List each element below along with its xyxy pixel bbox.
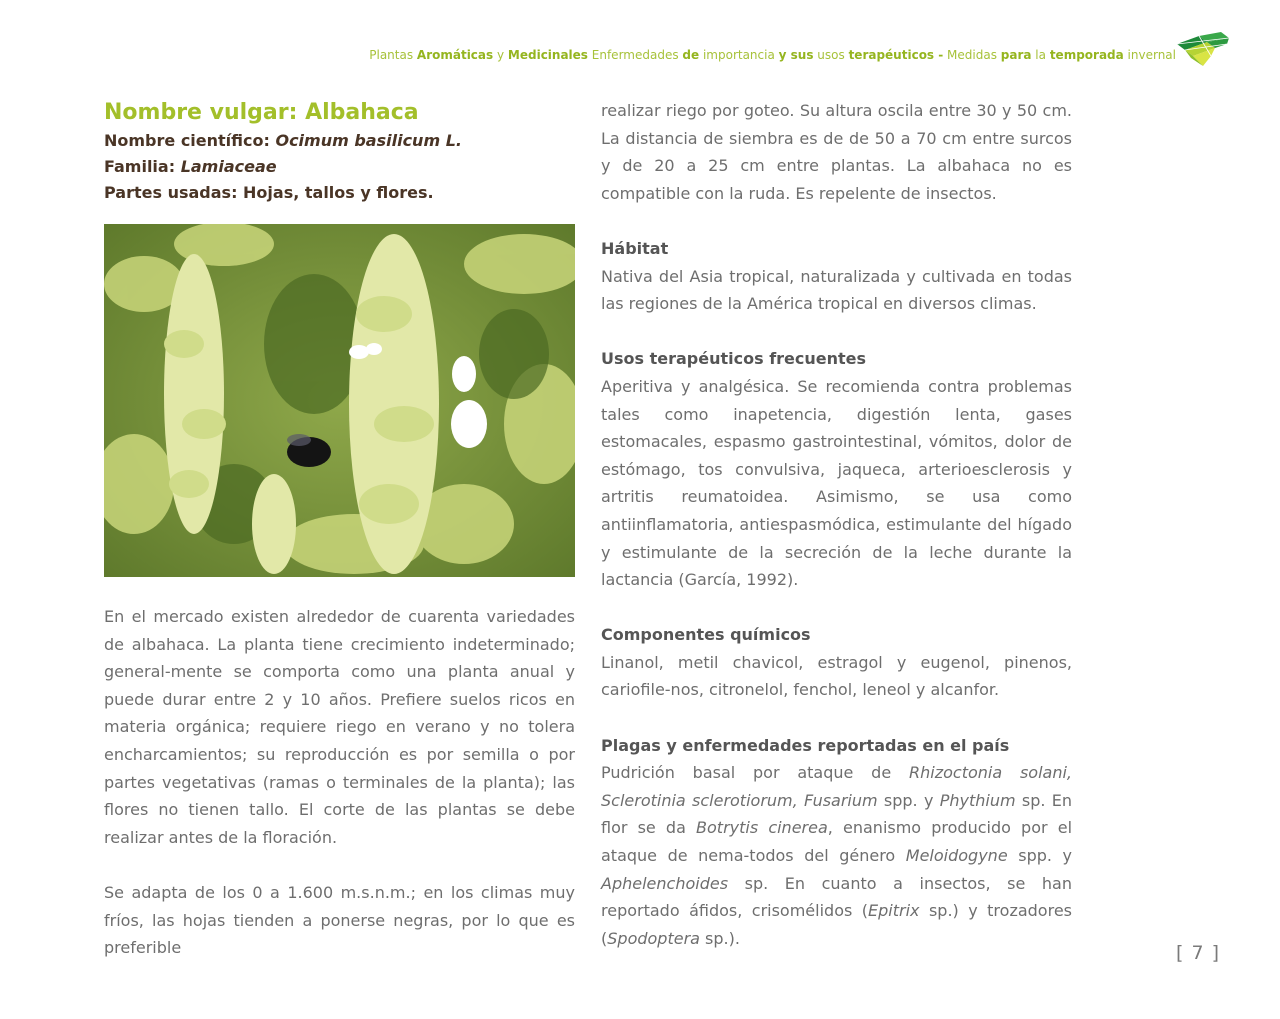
section-text-componentes: Linanol, metil chavicol, estragol y eugenol, pinenos, cariofile-nos, citronelol, fenchol, leneol y alcanfor. <box>601 652 1072 700</box>
section-text-usos: Aperitiva y analgésica. Se recomienda contra problemas tales como inapetencia, digestión lenta, gases estomacales, espasmo gastrointestinal, vómitos, dolor de estómago, tos convulsiva, jaqueca, arterioesclerosis y artritis reumatoidea. Asimismo, se usa como antiinflamatoria, antiespasmódica, estimulante del hígado y estimulante de la secreción de la leche durante la lactancia (García, 1992). <box>601 376 1072 590</box>
family-label: Familia: <box>104 157 181 176</box>
paragraph-description: En el mercado existen alrededor de cuarenta variedades de albahaca. La planta tiene crecimiento indeterminado; general-mente se comporta como una planta anual y puede durar entre 2 y 10 años. Prefiere suelos ricos en materia orgánica; requiere riego en verano y no tolera encharcamientos; su reproducción es por semilla o por partes vegetativas (ramas o terminales de la planta); las flores no tienen tallo. El corte de las plantas se debe realizar antes de la floración. <box>104 607 575 847</box>
header-segment: importancia <box>699 48 779 62</box>
parts-used: Partes usadas: Hojas, tallos y flores. <box>104 183 434 202</box>
header-segment: Medicinales <box>507 48 588 62</box>
species-name: Epitrix <box>868 901 920 921</box>
header-segment: terapéuticos - <box>848 48 944 62</box>
header-segment: Aromáticas <box>416 48 494 62</box>
text-segment: sp.). <box>699 928 740 948</box>
running-header <box>369 48 1176 62</box>
page-number: [ 7 ] <box>1176 942 1220 964</box>
section-heading-usos: Usos terapéuticos frecuentes <box>601 349 867 369</box>
text-segment: sp.) y trozadores ( <box>601 901 1072 948</box>
albahaca-plant-photo <box>104 224 575 577</box>
text-segment: spp. y <box>877 790 940 810</box>
species-name: Spodoptera <box>607 928 700 948</box>
species-name: Rhizoctonia solani, Sclerotinia sclerotiorum, Fusarium <box>601 763 1072 810</box>
scientific-name <box>104 128 575 154</box>
header-segment: para <box>1000 48 1032 62</box>
scientific-name-value: Ocimum basilicum L. <box>275 131 462 150</box>
section-heading-componentes: Componentes químicos <box>601 625 811 645</box>
family-value: Lamiaceae <box>180 157 277 176</box>
header-segment: Enfermedades <box>587 48 683 62</box>
section-heading-habitat: Hábitat <box>601 238 669 258</box>
species-name: Phythium <box>939 790 1016 810</box>
text-segment: Pudrición basal por ataque de <box>601 763 909 783</box>
header-segment: de <box>682 48 700 62</box>
section-text-habitat: Nativa del Asia tropical, naturalizada y cultivada en todas las regiones de la América tropical en diversos climas. <box>601 266 1072 314</box>
scientific-name-label: Nombre científico: <box>104 131 276 150</box>
paragraph-continued: realizar riego por goteo. Su altura oscila entre 30 y 50 cm. La distancia de siembra es de de 50 a 70 cm entre surcos y de 20 a 25 cm entre plantas. La albahaca no es compatible con la ruda. Es repelente de insectos. <box>601 101 1072 203</box>
right-column <box>601 97 1072 952</box>
paragraph-climate: Se adapta de los 0 a 1.600 m.s.n.m.; en los climas muy fríos, las hojas tienden a ponerse negras, por lo que es preferible <box>104 882 575 958</box>
species-name: Meloidogyne <box>905 846 1008 866</box>
text-segment: sp. En flor se da <box>601 790 1073 838</box>
header-segment: invernal <box>1123 48 1176 62</box>
header-segment: Medidas <box>943 48 1001 62</box>
section-heading-plagas: Plagas y enfermedades reportadas en el país <box>601 735 1010 755</box>
text-segment: sp. En cuanto a insectos, se han reportado áfidos, crisomélidos ( <box>601 873 1072 921</box>
text-segment: spp. y <box>1007 846 1073 866</box>
common-name-title: Nombre vulgar: Albahaca <box>104 100 419 125</box>
left-column <box>104 98 575 962</box>
header-segment: temporada <box>1049 48 1124 62</box>
species-name: Botrytis cinerea <box>696 818 828 838</box>
family <box>104 154 575 180</box>
header-segment: Plantas <box>369 48 417 62</box>
header-segment: y <box>493 48 508 62</box>
header-segment: usos <box>813 48 849 62</box>
section-text-plagas <box>601 759 1072 952</box>
header-segment: la <box>1031 48 1050 62</box>
text-segment: , enanismo producido por el ataque de nema-todos del género <box>601 818 1073 866</box>
species-name: Aphelenchoides <box>601 873 729 893</box>
header-segment: y sus <box>778 48 814 62</box>
logo-icon <box>1175 30 1233 70</box>
